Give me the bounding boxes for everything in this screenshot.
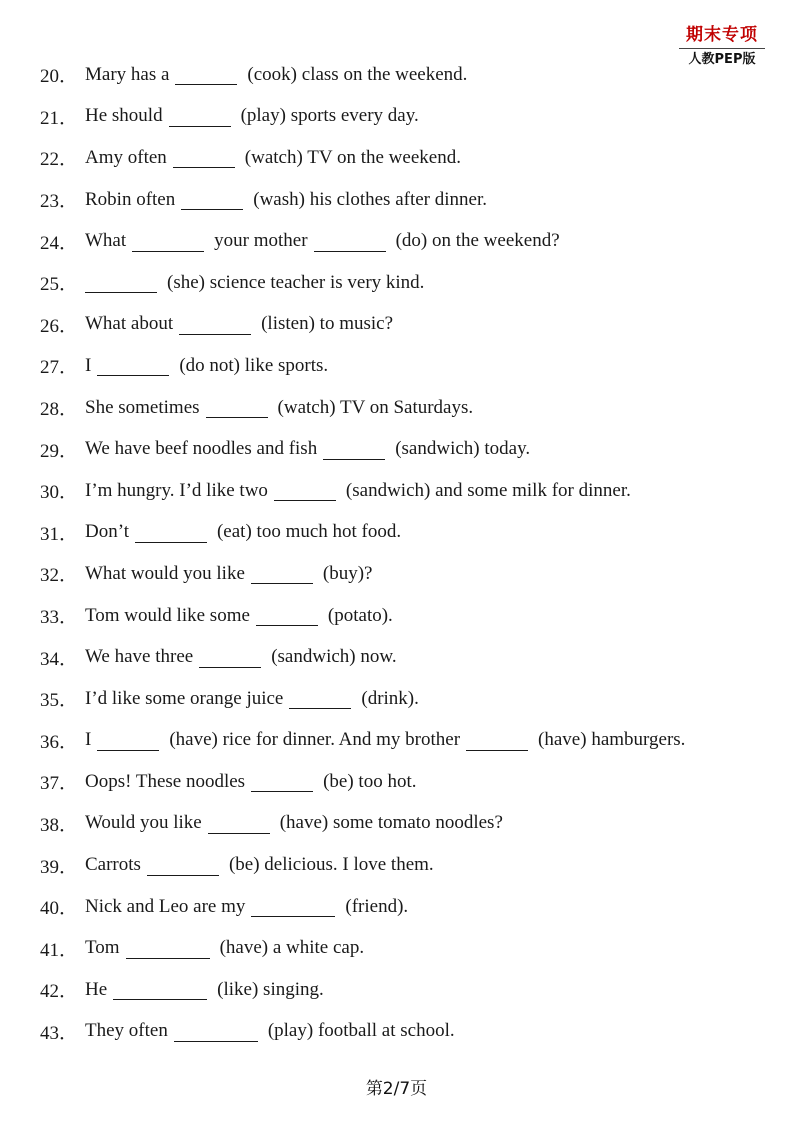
question-text: Tom	[85, 937, 120, 959]
question-row	[40, 678, 773, 720]
question-text: I’d like some orange juice	[85, 687, 284, 709]
question-text: Mary has a	[85, 63, 170, 85]
answer-blank[interactable]	[135, 522, 207, 543]
question-text: (watch) TV on Saturdays.	[277, 396, 474, 418]
question-row	[40, 761, 773, 803]
question-text: He	[85, 978, 108, 1000]
question-number: 32．	[40, 565, 79, 587]
question-number: 29．	[40, 440, 79, 462]
question-text: Amy often	[85, 146, 167, 168]
answer-blank[interactable]	[466, 730, 528, 751]
question-text: (friend).	[345, 895, 409, 917]
question-number: 24．	[40, 232, 79, 254]
question-text: (have) a white cap.	[219, 937, 365, 959]
question-number: 27．	[40, 357, 79, 379]
answer-blank[interactable]	[208, 813, 270, 834]
answer-blank[interactable]	[251, 896, 335, 917]
question-row	[40, 636, 773, 678]
question-text: (she) science teacher is very kind.	[167, 271, 425, 293]
question-text: Don’t	[85, 521, 129, 543]
badge-edition: 人教PEP版	[688, 52, 756, 67]
question-number: 33．	[40, 607, 79, 629]
question-text: (have) rice for dinner. And my brother	[169, 729, 461, 751]
question-text: (play) football at school.	[267, 1020, 455, 1042]
question-text: (have) some tomato noodles?	[279, 812, 503, 834]
question-text: Tom would like some	[85, 604, 250, 626]
question-number: 42．	[40, 981, 79, 1003]
question-text: (listen) to music?	[261, 313, 394, 335]
question-text: (play) sports every day.	[240, 105, 419, 127]
question-text: Nick and Leo are my	[85, 895, 246, 917]
answer-blank[interactable]	[323, 439, 385, 460]
question-row	[40, 553, 773, 595]
question-text: What about	[85, 313, 174, 335]
answer-blank[interactable]	[251, 771, 313, 792]
question-number: 22．	[40, 149, 79, 171]
question-number: 40．	[40, 898, 79, 920]
question-text: I	[85, 354, 92, 376]
question-list	[40, 54, 773, 1052]
page-number: 第2/7页	[365, 1079, 428, 1099]
question-number: 26．	[40, 315, 79, 337]
question-row	[40, 54, 773, 96]
question-text: They often	[85, 1020, 168, 1042]
answer-blank[interactable]	[173, 147, 235, 168]
question-text: (like) singing.	[217, 978, 324, 1000]
answer-blank[interactable]	[126, 938, 210, 959]
answer-blank[interactable]	[97, 730, 159, 751]
question-text: What	[85, 230, 127, 252]
answer-blank[interactable]	[274, 480, 336, 501]
question-number: 34．	[40, 648, 79, 670]
question-number: 43．	[40, 1022, 79, 1044]
answer-blank[interactable]	[251, 563, 313, 584]
question-text: Carrots	[85, 854, 141, 876]
question-text: Robin often	[85, 188, 176, 210]
question-row	[40, 595, 773, 637]
question-text: (be) too hot.	[323, 770, 417, 792]
question-text: (be) delicious. I love them.	[228, 854, 434, 876]
question-number: 37．	[40, 773, 79, 795]
question-text: What would you like	[85, 562, 245, 584]
question-row	[40, 720, 773, 762]
question-text: I	[85, 729, 92, 751]
question-text: We have beef noodles and fish	[85, 438, 318, 460]
question-row	[40, 803, 773, 845]
answer-blank[interactable]	[97, 355, 169, 376]
question-row	[40, 886, 773, 928]
question-row	[40, 137, 773, 179]
question-text: He should	[85, 105, 163, 127]
answer-blank[interactable]	[199, 647, 261, 668]
question-text: I’m hungry. I’d like two	[85, 479, 268, 501]
answer-blank[interactable]	[174, 1021, 258, 1042]
question-number: 39．	[40, 856, 79, 878]
question-row	[40, 512, 773, 554]
answer-blank[interactable]	[289, 688, 351, 709]
question-row	[40, 428, 773, 470]
question-text: (sandwich) and some milk for dinner.	[345, 479, 631, 501]
answer-blank[interactable]	[256, 605, 318, 626]
answer-blank[interactable]	[181, 189, 243, 210]
badge-title: 期末专项	[679, 24, 765, 49]
question-number: 41．	[40, 939, 79, 961]
question-text: (have) hamburgers.	[538, 729, 686, 751]
answer-blank[interactable]	[113, 979, 207, 1000]
question-row	[40, 345, 773, 387]
question-text: She sometimes	[85, 396, 200, 418]
question-number: 25．	[40, 274, 79, 296]
question-text: (sandwich) today.	[395, 438, 531, 460]
answer-blank[interactable]	[179, 314, 251, 335]
question-text: (drink).	[361, 687, 419, 709]
answer-blank[interactable]	[175, 64, 237, 85]
answer-blank[interactable]	[169, 106, 231, 127]
answer-blank[interactable]	[147, 855, 219, 876]
question-text: (potato).	[327, 604, 393, 626]
question-number: 35．	[40, 690, 79, 712]
question-row	[40, 844, 773, 886]
question-number: 21．	[40, 107, 79, 129]
question-row	[40, 470, 773, 512]
question-row	[40, 969, 773, 1011]
question-number: 28．	[40, 399, 79, 421]
question-row	[40, 927, 773, 969]
question-text: (cook) class on the weekend.	[247, 63, 468, 85]
question-row	[40, 1011, 773, 1053]
question-number: 20．	[40, 66, 79, 88]
question-text: (buy)?	[322, 562, 373, 584]
question-text: (do not) like sports.	[179, 354, 329, 376]
question-row	[40, 262, 773, 304]
question-row	[40, 179, 773, 221]
question-number: 36．	[40, 731, 79, 753]
answer-blank[interactable]	[206, 397, 268, 418]
question-text: We have three	[85, 646, 194, 668]
question-text: Would you like	[85, 812, 202, 834]
question-text: (sandwich) now.	[271, 646, 397, 668]
question-text: your mother	[214, 230, 308, 252]
question-text: (do) on the weekend?	[395, 230, 560, 252]
question-text: Oops! These noodles	[85, 770, 246, 792]
question-row	[40, 220, 773, 262]
answer-blank[interactable]	[85, 272, 157, 293]
question-number: 31．	[40, 523, 79, 545]
question-row	[40, 387, 773, 429]
question-text: (wash) his clothes after dinner.	[253, 188, 487, 210]
answer-blank[interactable]	[314, 231, 386, 252]
question-row	[40, 96, 773, 138]
question-number: 30．	[40, 482, 79, 504]
question-row	[40, 304, 773, 346]
question-number: 23．	[40, 191, 79, 213]
question-number: 38．	[40, 814, 79, 836]
question-text: (eat) too much hot food.	[216, 521, 402, 543]
question-text: (watch) TV on the weekend.	[244, 146, 461, 168]
answer-blank[interactable]	[132, 231, 204, 252]
